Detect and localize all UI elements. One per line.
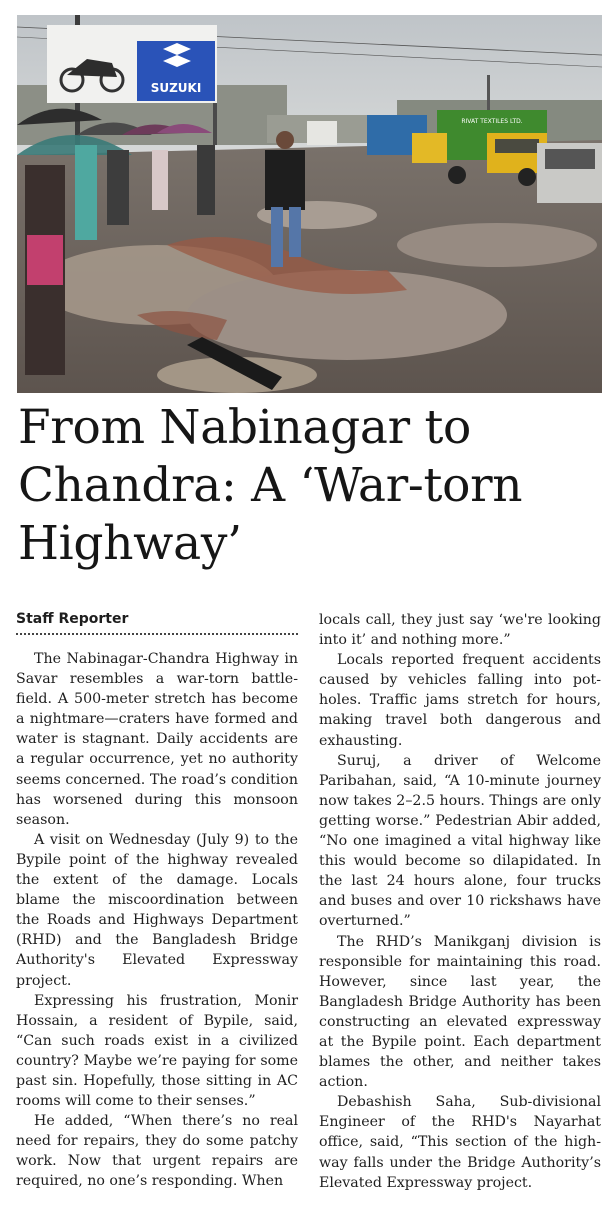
- paragraph: Suruj, a driver of Welcome Paribahan, said, “A 10-minute journey now takes 2–2.5 hours. Things are only getting worse.” Pedestrian Abir added, “No one imagined a vital highway like this would become so dilapidated. In the last 24 hours alone, four trucks and buses and over 10 rickshaws have overturned.”: [319, 752, 601, 930]
- paragraph: The Nabinagar-Chandra Highway in Savar resembles a war-torn battle-field. A 500-meter stretch has become a nightmare—craters have formed and water is stagnant. Daily accidents are a regular occurrence, yet no authority seems concerned. The road’s condition has worsened during this monsoon season.: [16, 651, 298, 828]
- byline: Staff Reporter: [16, 610, 298, 635]
- truck-sign: RIVAT TEXTILES LTD.: [461, 118, 523, 125]
- paragraph: Debashish Saha, Sub-divisional Engineer of the RHD's Nayarhat office, said, “This section of the high-way falls under the Bridge Authority’s Elevated Expressway project.: [319, 1094, 601, 1191]
- paragraph: He added, “When there’s no real need for repairs, they do some patchy work. Now that urgent repairs are required, no one’s responding. When: [16, 1113, 298, 1190]
- news-photo: [17, 15, 602, 393]
- paragraph: Locals reported frequent accidents caused by vehicles falling into pot-holes. Traffic jams stretch for hours, making travel both dangerous and exhausting.: [319, 652, 601, 749]
- paragraph: A visit on Wednesday (July 9) to the Bypile point of the highway revealed the extent of the damage. Locals blame the miscoordination between the Roads and Highways Department (RHD) and the Bangladesh Bridge Authority's Elevated Expressway project.: [16, 831, 298, 989]
- article-column-right: [319, 610, 601, 1193]
- paragraph: Expressing his frustration, Monir Hossain, a resident of Bypile, said, “Can such roads exist in a civilized country? Maybe we’re paying for some past sin. Hopefully, those sitting in AC rooms will come to their senses.”: [16, 992, 298, 1110]
- billboard-brand: SUZUKI: [150, 81, 202, 95]
- paragraph-continued: locals call, they just say ‘we're looking into it’ and nothing more.”: [319, 612, 601, 649]
- headline: From Nabinagar to Chandra: A ‘War-torn Highway’: [18, 400, 523, 571]
- article-column-left: [16, 610, 298, 1192]
- paragraph: The RHD’s Manikganj division is responsible for maintaining this road. However, since last year, the Bangladesh Bridge Authority has been constructing an elevated expressway at the Bypile point. Each department blames the other, and neither takes action.: [319, 933, 601, 1091]
